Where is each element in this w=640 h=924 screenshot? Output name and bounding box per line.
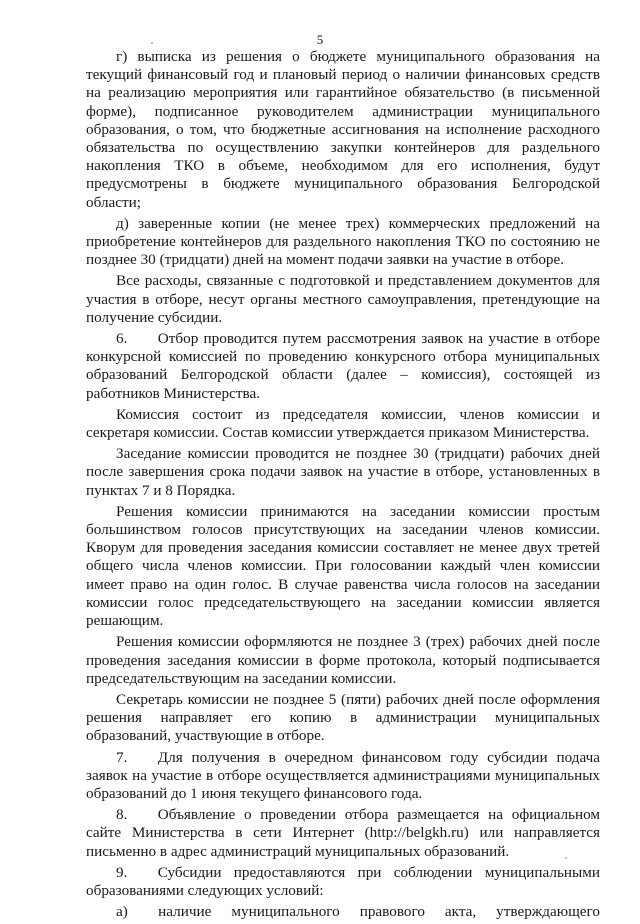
paragraph-commission-composition: Комиссия состоит из председателя комиссии, членов комиссии и секретаря комиссии. Состав комиссии утверждается приказом Министерства. [86,405,600,442]
paragraph-d-copies: д) заверенные копии (не менее трех) коммерческих предложений на приобретение контейнеров для раздельного накопления ТКО по состоянию не позднее 30 (тридцати) дней на момент подачи заявки на участие в отборе. [86,214,600,269]
paragraph-secretary: Секретарь комиссии не позднее 5 (пяти) рабочих дней после оформления решения направляет его копию в администрации муниципальных образований, участвующие в отборе. [86,690,600,745]
paragraph-commission-meeting: Заседание комиссии проводится не позднее 30 (тридцати) рабочих дней после завершения срока подачи заявок на участие в отборе, установленных в пунктах 7 и 8 Порядка. [86,445,600,499]
page-number: 5 [316,32,324,47]
scan-speck [151,42,153,44]
paragraph-6-selection: 6. Отбор проводится путем рассмотрения заявок на участие в отборе конкурсной комиссией по проведению конкурсного отбора муниципальных образований Белгородской области (далее – комиссия), состоящей из работников Министерства. [86,330,600,402]
paragraph-8-announcement: 8. Объявление о проведении отбора размещается на официальном сайте Министерства в сети Интернет (http://belgkh.ru) или направляется письменно в адрес администраций муниципальных образований. [86,806,600,860]
paragraph-a-legal-act: а) наличие муниципального правового акта, утверждающего [116,903,600,921]
paragraph-expenses: Все расходы, связанные с подготовкой и представлением документов для участия в отборе, несут органы местного самоуправления, претендующие на получение субсидии. [86,272,600,326]
paragraph-g-extract: г) выписка из решения о бюджете муниципального образования на текущий финансовый год и плановый период о наличии финансовых средств на реализацию мероприятия или гарантийное обязательство (в письменной форме), подписанное руководителем администрации муниципального образования, о том, что бюджетные ассигнования на исполнение расходного обязательства по осуществлению закупки контейнеров для раздельного накопления ТКО в объеме, необходимом для его исполнения, будут предусмотрены в бюджете муниципального образования Белгородской области; [86,48,600,211]
paragraph-9-conditions: 9. Субсидии предоставляются при соблюдении муниципальными образованиями следующих условий: [86,863,600,899]
paragraph-7-applications: 7. Для получения в очередном финансовом году субсидии подача заявок на участие в отборе осуществляется администрациями муниципальных образований до 1 июня текущего финансового года. [86,748,600,802]
scan-speck [565,857,567,859]
paragraph-commission-decisions: Решения комиссии принимаются на заседании комиссии простым большинством голосов присутствующих на заседании членов комиссии. Кворум для проведения заседания комиссии составляет не менее двух третей общего числа членов комиссии. При голосовании каждый член комиссии имеет право на один голос. В случае равенства числа голосов на заседании комиссии голос председательствующего на заседании комиссии является решающим. [86,502,600,630]
paragraph-protocol: Решения комиссии оформляются не позднее 3 (трех) рабочих дней после проведения заседания комиссии в форме протокола, который подписывается председательствующим на заседании комиссии. [86,633,600,687]
